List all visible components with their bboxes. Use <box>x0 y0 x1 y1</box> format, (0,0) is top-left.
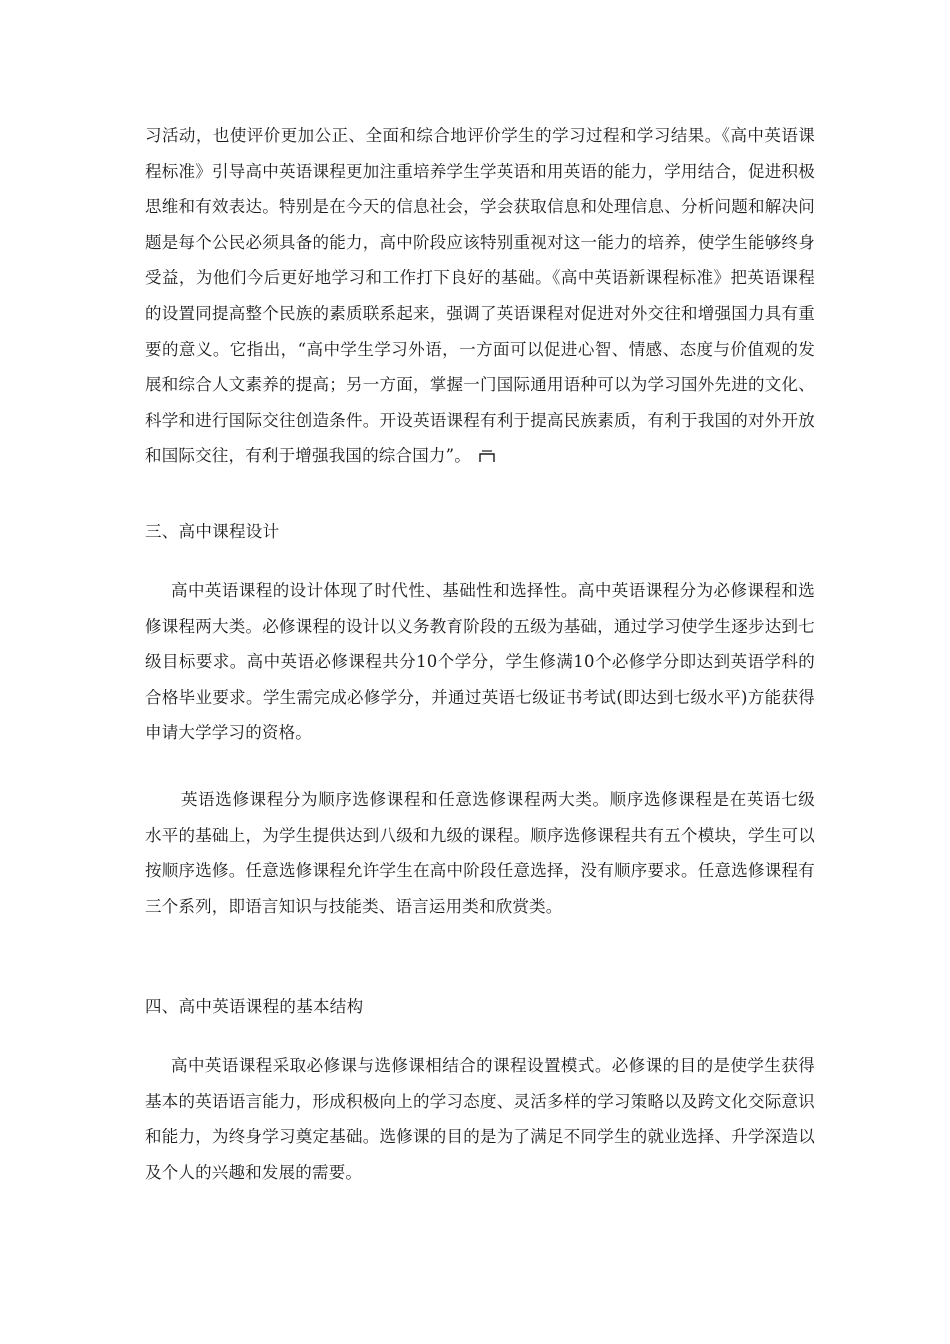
intro-paragraph-text: 习活动，也使评价更加公正、全面和综合地评价学生的学习过程和学习结果。《高中英语课程标准》引导高中英语课程更加注重培养学生学英语和用英语的能力，学用结合，促进积极思维和有效表达。特别是在今天的信息社会，学会获取信息和处理信息、分析问题和解决问题是每个公民必须具备的能力，高中阶段应该特别重视对这一能力的培养，使学生能够终身受益，为他们今后更好地学习和工作打下良好的基础。《高中英语新课程标准》把英语课程的设置同提高整个民族的素质联系起来，强调了英语课程对促进对外交往和增强国力具有重要的意义。它指出，“高中学生学习外语，一方面可以促进心智、情感、态度与价值观的发展和综合人文素养的提高；另一方面，掌握一门国际通用语种可以为学习国外先进的文化、科学和进行国际交往创造条件。开设英语课程有利于提高民族素质，有利于我国的对外开放和国际交往，有利于增强我国的综合国力”。 <box>145 126 815 466</box>
section-four-heading: 四、高中英语课程的基本结构 <box>145 997 364 1016</box>
section-four-paragraph: 高中英语课程采取必修课与选修课相结合的课程设置模式。必修课的目的是使学生获得基本的英语语言能力，形成积极向上的学习态度、灵活多样的学习策略以及跨文化交际意识和能力，为终身学习奠定基础。选修课的目的是为了满足不同学生的就业选择、升学深造以及个人的兴趣和发展的需要。 <box>145 1056 815 1182</box>
intro-paragraph <box>145 118 815 474</box>
section-three-heading: 三、高中课程设计 <box>145 522 280 541</box>
section-three-paragraph: 英语选修课程分为顺序选修课程和任意选修课程两大类。顺序选修课程是在英语七级水平的基础上，为学生提供达到八级和九级的课程。顺序选修课程共有五个模块，学生可以按顺序选修。任意选修课程允许学生在高中阶段任意选择，没有顺序要求。任意选修课程有三个系列，即语言知识与技能类、语言运用类和欣赏类。 <box>145 790 815 916</box>
section-three-paragraph: 高中英语课程的设计体现了时代性、基础性和选择性。高中英语课程分为必修课程和选修课程两大类。必修课程的设计以义务教育阶段的五级为基础，通过学习使学生逐步达到七级目标要求。高中英语必修课程共分10个学分，学生修满10个必修学分即达到英语学科的合格毕业要求。学生需完成必修学分，并通过英语七级证书考试(即达到七级水平)方能获得申请大学学习的资格。 <box>145 581 815 743</box>
paragraph-end-mark-icon <box>479 449 495 463</box>
